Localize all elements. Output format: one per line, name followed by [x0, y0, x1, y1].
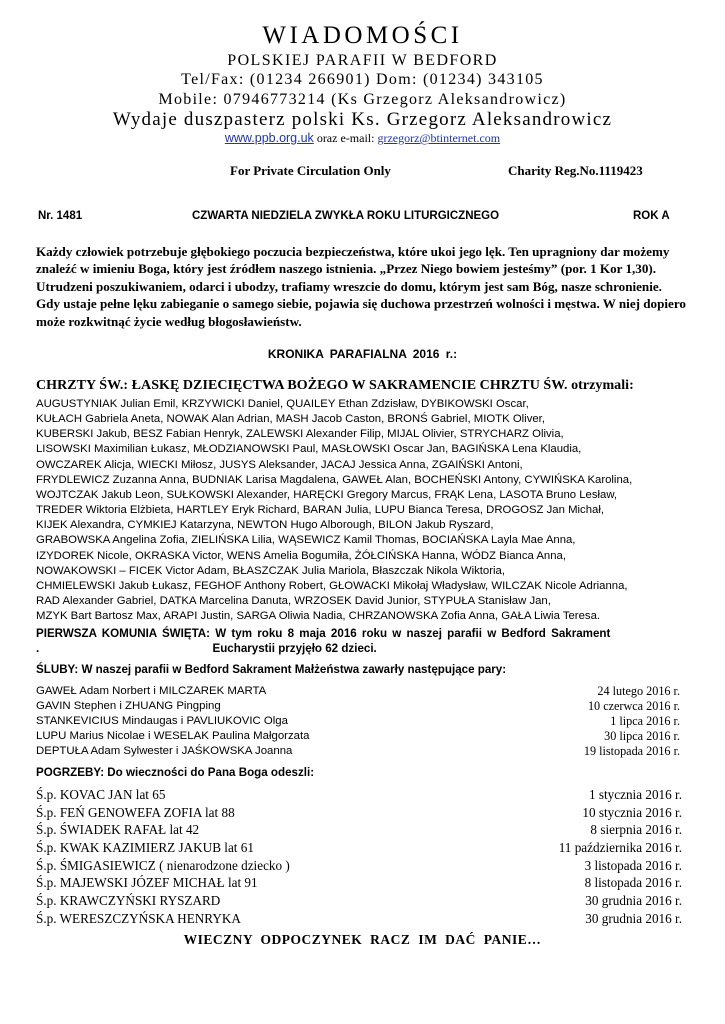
funeral-row — [36, 892, 682, 910]
issue-number: Nr. 1481 — [38, 210, 83, 222]
funeral-row — [36, 874, 682, 892]
charity-reg-number: Charity Reg.No.1119423 — [508, 163, 643, 178]
funerals-heading: POGRZEBY: Do wieczności do Pana Boga odeszli: — [36, 766, 315, 779]
wedding-couple: STANKEVICIUS Mindaugas i PAVLIUKOVIC Olga — [36, 715, 288, 728]
wedding-date: 10 czerwca 2016 r. — [587, 699, 680, 714]
funeral-row — [36, 786, 682, 804]
intro-paragraph: Każdy człowiek potrzebuje głębokiego poczucia bezpieczeństwa, które ukoi jego lęk. Ten upragniony dar możemy znaleźć w imieniu Boga, który jest źródłem naszego istnienia. „Przez Niego bowiem jesteśmy” (por. 1 Kor 1,30). Utrudzeni poszukiwaniem, odarci i ubodzy, trafiamy wreszcie do domu, którym jest sam Bóg, nasze schronienie. Gdy ustaje pełne lęku zabieganie o samego siebie, pojawia się duchowa przestrzeń wolności i męstwa. W niej dopiero może rozkwitnąć życie według błogosławieństw. — [36, 244, 686, 329]
closing-prayer: WIECZNY ODPOCZYNEK RACZ IM DAĆ PANIE… — [183, 932, 542, 947]
wedding-couple: LUPU Marius Nicolae i WESELAK Paulina Małgorzata — [36, 730, 310, 743]
funeral-name: Ś.p. FEŃ GENOWEFA ZOFIA lat 88 — [36, 804, 235, 820]
funeral-name: Ś.p. KOVAC JAN lat 65 — [36, 787, 166, 802]
funeral-date: 3 listopada 2016 r. — [584, 857, 682, 873]
publisher-line: Wydaje duszpasterz polski Ks. Grzegorz Aleksandrowicz — [112, 109, 613, 130]
wedding-date: 24 lutego 2016 r. — [597, 684, 680, 698]
baptism-line: NOWAKOWSKI – FICEK Victor Adam, BŁASZCZAK Julia Mariola, Błaszczak Nikola Wiktoria, — [36, 564, 505, 577]
contact-phone: Tel/Fax: (01234 266901) Dom: (01234) 343105 — [181, 71, 544, 88]
website-link[interactable]: www.ppb.org.uk — [224, 131, 314, 145]
funeral-row — [36, 804, 682, 822]
kronika-title: KRONIKA PARAFIALNA 2016 r.: — [267, 347, 458, 361]
baptism-line: TREDER Wiktoria Elżbieta, HARTLEY Eryk Richard, BARAN Julia, LUPU Bianca Teresa, DROGOSZ Jan Michał, — [36, 504, 604, 517]
liturgical-year: ROK A — [633, 210, 670, 222]
funeral-date: 1 stycznia 2016 r. — [588, 787, 682, 802]
funeral-date: 11 października 2016 r. — [558, 840, 682, 856]
funeral-date: 30 grudnia 2016 r. — [585, 893, 682, 909]
bulletin-title: WIADOMOŚCI — [262, 22, 463, 49]
baptisms-heading: CHRZTY ŚW.: ŁASKĘ DZIECIĘCTWA BOŻEGO W SAKRAMENCIE CHRZTU ŚW. otrzymali: — [36, 378, 634, 393]
baptism-line: WOJTCZAK Jakub Leon, SUŁKOWSKI Alexander, HARĘCKI Gregory Marcus, FRĄK Lena, LASOTA Bruno Lesław, — [36, 488, 618, 501]
baptism-line: IZYDOREK Nicole, OKRASKA Victor, WENS Amelia Bogumiła, ŻÓŁCIŃSKA Hanna, WÓDZ Bianca Anna, — [36, 549, 566, 562]
funeral-date: 8 sierpnia 2016 r. — [590, 822, 682, 838]
first-communion-line: PIERWSZA KOMUNIA ŚWIĘTA: W tym roku 8 maja 2016 roku w naszej parafii w Bedford Sakrament — [36, 627, 611, 640]
wedding-date: 1 lipca 2016 r. — [610, 714, 680, 729]
baptism-line: AUGUSTYNIAK Julian Emil, KRZYWICKI Daniel, QUAILEY Ethan Zdzisław, DYBIKOWSKI Oscar, — [36, 398, 529, 410]
baptisms-list — [36, 397, 696, 624]
funeral-name: Ś.p. MAJEWSKI JÓZEF MICHAŁ lat 91 — [36, 875, 258, 891]
wedding-couple: GAWEŁ Adam Norbert i MILCZAREK MARTA — [36, 685, 267, 697]
funerals-list — [36, 786, 682, 928]
funeral-name: Ś.p. ŚMIGASIEWICZ ( nienarodzone dziecko ) — [36, 857, 290, 873]
wedding-couple: GAVIN Stephen i ZHUANG Pingping — [36, 700, 221, 713]
email-label: oraz e-mail: — [316, 131, 375, 145]
funeral-date: 8 listopada 2016 r. — [584, 875, 682, 891]
first-communion-section — [36, 626, 696, 656]
baptism-line: KUBERSKI Jakub, BESZ Fabian Henryk, ZALEWSKI Alexander Filip, MIJAL Olivier, STRYCHARZ Olivia, — [36, 428, 564, 441]
wedding-row — [36, 729, 680, 744]
baptism-line: CHMIELEWSKI Jakub Łukasz, FEGHOF Anthony Robert, GŁOWACKI Mikołaj Władysław, WILCZAK Nicole Adrianna, — [36, 579, 628, 592]
baptism-line: GRABOWSKA Angelina Zofia, ZIELIŃSKA Lilia, WĄSEWICZ Kamil Thomas, BOCIAŃSKA Layla Mae Anna, — [36, 534, 576, 547]
wedding-date: 19 listopada 2016 r. — [583, 744, 680, 759]
weddings-heading: ŚLUBY: W naszej parafii w Bedford Sakrament Małżeństwa zawarły następujące pary: — [36, 663, 507, 676]
funeral-row — [36, 821, 682, 839]
wedding-row — [36, 714, 680, 729]
wedding-row — [36, 684, 680, 699]
baptism-line: LISOWSKI Maximilian Łukasz, MŁODZIANOWSKI Paul, MASŁOWSKI Oscar Jan, BAGIŃSKA Lena Klaudia, — [36, 443, 582, 456]
baptism-line: RAD Alexander Gabriel, DATKA Marcelina Danuta, WRZOSEK David Junior, STYPUŁA Stanisław Jan, — [36, 595, 551, 608]
funeral-name: Ś.p. WERESZCZYŃSKA HENRYKA — [36, 910, 241, 926]
wedding-date: 30 lipca 2016 r. — [604, 729, 680, 744]
private-circulation-note: For Private Circulation Only — [230, 163, 391, 178]
contact-mobile: Mobile: 07946773214 (Ks Grzegorz Aleksandrowicz) — [158, 91, 567, 108]
web-contact-line — [0, 131, 725, 146]
funeral-name: Ś.p. ŚWIADEK RAFAŁ lat 42 — [36, 822, 200, 838]
funeral-row — [36, 839, 682, 857]
bulletin-subtitle: POLSKIEJ PARAFII W BEDFORD — [227, 52, 498, 69]
liturgical-sunday: CZWARTA NIEDZIELA ZWYKŁA ROKU LITURGICZNEGO — [192, 210, 500, 222]
baptism-line: OWCZAREK Alicja, WIECKI Miłosz, JUSYS Aleksander, JACAJ Jessica Anna, ZGAIŃSKI Antoni, — [36, 458, 523, 471]
funeral-name: Ś.p. KRAWCZYŃSKI RYSZARD — [36, 893, 221, 909]
funeral-row — [36, 857, 682, 875]
baptism-line: MZYK Bart Bartosz Max, ARAPI Justin, SARGA Oliwia Nadia, CHRZANOWSKA Zofia Anna, GAŁA Liwia Teresa. — [36, 610, 601, 623]
first-communion-line-2 — [36, 641, 696, 656]
baptism-line: FRYDLEWICZ Zuzanna Anna, BUDNIAK Larisa Magdalena, GAWEŁ Alan, BOCHEŃSKI Antony, CYWIŃSKA Karolina, — [36, 473, 633, 486]
funeral-row — [36, 910, 682, 928]
funeral-date: 30 grudnia 2016 r. — [585, 910, 682, 926]
funeral-date: 10 stycznia 2016 r. — [582, 804, 682, 820]
baptism-line: KIJEK Alexandra, CYMKIEJ Katarzyna, NEWTON Hugo Alborough, BILON Jakub Ryszard, — [36, 519, 494, 532]
wedding-couple: DEPTUŁA Adam Sylwester i JAŚKOWSKA Joanna — [36, 745, 293, 758]
email-link[interactable]: grzegorz@btinternet.com — [377, 131, 501, 145]
wedding-row — [36, 744, 680, 759]
funeral-name: Ś.p. KWAK KAZIMIERZ JAKUB lat 61 — [36, 840, 254, 856]
wedding-row — [36, 699, 680, 714]
weddings-list — [36, 684, 680, 759]
baptism-line: KUŁACH Gabriela Aneta, NOWAK Alan Adrian, MASH Jacob Caston, BRONŚ Gabriel, MIOTK Oliver, — [36, 413, 545, 426]
first-communion-dot: . — [36, 642, 40, 655]
first-communion-count: Eucharystii przyjęło 62 dzieci. — [212, 642, 377, 655]
